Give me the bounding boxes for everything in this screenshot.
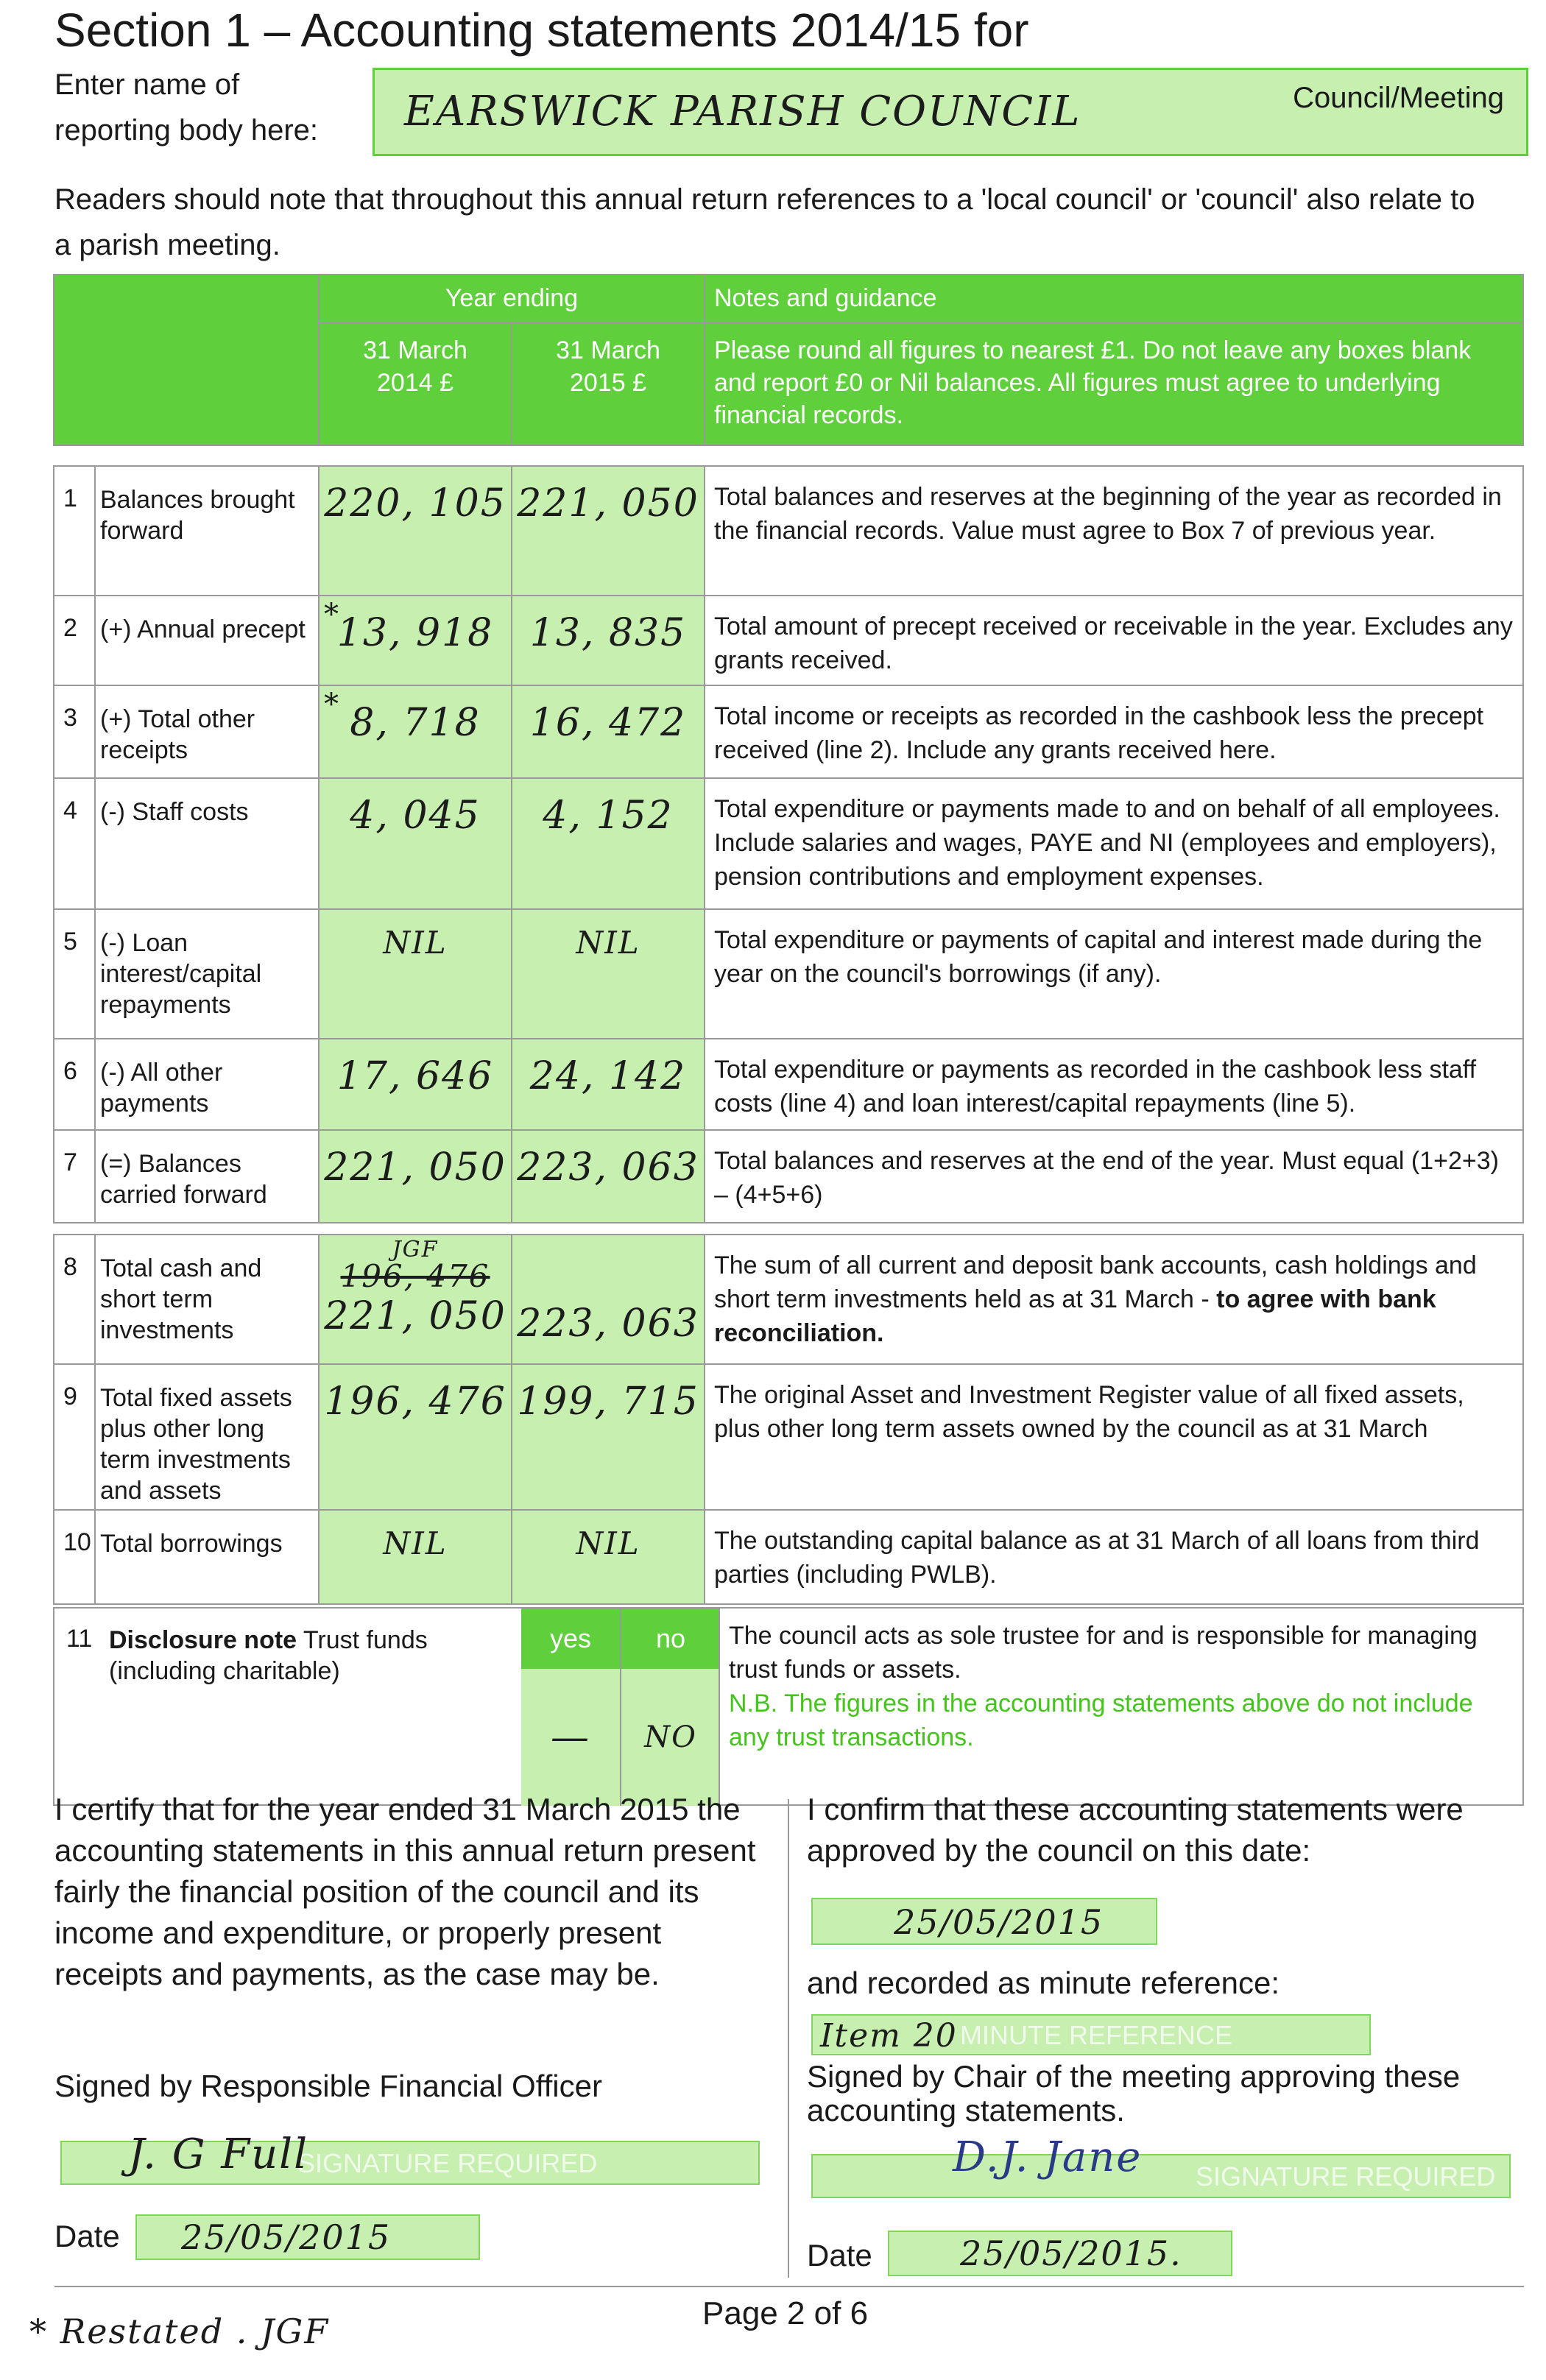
value-2014[interactable]: 220, 105 [319,466,512,596]
disclosure-note-green: N.B. The figures in the accounting statements above do not include any trust transactions. [729,1689,1473,1751]
row-label: Balances brought forward [95,466,319,596]
row-number: 6 [54,1039,95,1130]
year-ending-header: Year ending [319,275,705,323]
council-meeting-suffix: Council/Meeting [1293,82,1504,114]
chair-signature-field[interactable] [811,2133,1511,2198]
disclosure-label [109,1625,521,1687]
header-corner [54,275,319,445]
row-label: (-) Staff costs [95,778,319,909]
minute-reference-placeholder: MINUTE REFERENCE [960,2020,1233,2050]
reporting-body-name-value: EARSWICK PARISH COUNCIL [404,88,1081,135]
row-note-bold: to agree with bank reconciliation. [714,1285,1436,1347]
disclosure-number: 11 [66,1625,93,1653]
row-number: 3 [54,685,95,778]
value-2015[interactable]: 223, 063 [512,1130,705,1223]
row-label: Total cash and short term investments [95,1235,319,1364]
confirmation-text: I confirm that these accounting statements were approved by the council on this date: [807,1792,1464,1868]
value-2015[interactable]: 16, 472 [512,685,705,778]
row-label: Total fixed assets plus other long term investments and assets [95,1364,319,1510]
table-row [54,1039,1523,1130]
row-note: The outstanding capital balance as at 31 March of all loans from third parties (including PWLB). [705,1510,1523,1604]
row-label: (+) Annual precept [95,596,319,685]
row-note: The original Asset and Investment Register value of all fixed assets, plus other long term assets owned by the council as at 31 March [705,1364,1523,1510]
value-2015[interactable]: 221, 050 [512,466,705,596]
rfo-signature-value: J. G Full [128,2130,308,2178]
chair-signature-label: Signed by Chair of the meeting approving these accounting statements. [807,2059,1461,2127]
value-2015[interactable]: 223, 063 [512,1235,705,1364]
row-note: Total expenditure or payments made to and on behalf of all employees. Include salaries and wages, PAYE and NI (employees and employers), pension contributions and employment expenses. [705,778,1523,909]
no-header: no [620,1609,720,1669]
column-divider [788,1799,789,2278]
table-row [54,1510,1523,1604]
row-label: Total borrowings [95,1510,319,1604]
chair-date-value: 25/05/2015. [960,2234,1182,2273]
row-note: Total balances and reserves at the end of the year. Must equal (1+2+3) – (4+5+6) [705,1130,1523,1223]
no-answer-field[interactable]: NO [620,1669,720,1806]
table-row [54,466,1523,596]
row-number: 2 [54,596,95,685]
value-2014[interactable]: NIL [319,909,512,1039]
table-row [54,596,1523,685]
approval-date-field[interactable] [811,1898,1157,1945]
row-note: Total balances and reserves at the beginning of the year as recorded in the financial records. Value must agree to Box 7 of previous year. [705,466,1523,596]
table-row [54,1364,1523,1510]
row-label: (-) Loan interest/capital repayments [95,909,319,1039]
restated-asterisk: * [324,688,340,721]
value-2014-text: 8, 718 [350,701,481,745]
row-number: 9 [54,1364,95,1510]
chair-signature-placeholder: SIGNATURE REQUIRED [1196,2161,1496,2192]
chair-signature-value: D.J. Jane [953,2133,1143,2181]
rfo-date-field[interactable] [135,2214,480,2260]
table-row [54,685,1523,778]
reporting-body-name-field[interactable] [373,68,1528,156]
row-note: Total expenditure or payments as recorded in the cashbook less staff costs (line 4) and loan interest/capital repayments (line 5). [705,1039,1523,1130]
row-label: (+) Total other receipts [95,685,319,778]
correction-initials: JGF [392,1237,439,1263]
chair-date-label: Date [807,2238,872,2273]
row-note-text: The sum of all current and deposit bank accounts, cash holdings and short term investments held as at 31 March - [714,1251,1477,1313]
name-label-line-1: Enter name of [54,68,240,101]
row-label: (=) Balances carried forward [95,1130,319,1223]
approval-date-value: 25/05/2015 [894,1902,1104,1942]
minute-reference-field[interactable] [811,2014,1371,2055]
value-2014[interactable] [319,1235,512,1364]
corrected-value: 221, 050 [324,1294,506,1338]
value-2014[interactable]: 17, 646 [319,1039,512,1130]
disclosure-label-rest: Trust funds (including charitable) [109,1626,428,1685]
readers-note: Readers should note that throughout this annual return references to a 'local council' or 'council' also relate to a parish meeting. [54,183,1475,261]
disclosure-note-box [53,1607,1524,1806]
restated-annotation: * Restated . JGF [29,2312,330,2351]
section-title: Section 1 – Accounting statements 2014/15 for [54,4,1029,57]
col-header-2014: 31 March 2014 £ [319,323,512,445]
struck-value: 196, 476 [340,1258,490,1294]
accounting-statements-table [53,274,1524,1605]
rfo-signature-placeholder: SIGNATURE REQUIRED [297,2148,598,2178]
row-number: 4 [54,778,95,909]
value-2015[interactable]: 199, 715 [512,1364,705,1510]
table-row [54,1130,1523,1223]
rfo-signature-field[interactable] [60,2130,760,2185]
col-header-2015: 31 March 2015 £ [512,323,705,445]
value-2015[interactable]: 4, 152 [512,778,705,909]
notes-header: Notes and guidance [705,275,1523,323]
value-2014[interactable] [319,596,512,685]
guidance-text: Please round all figures to nearest £1. Do not leave any boxes blank and report £0 or Nil balances. All figures must agree to underlying financial records. [705,323,1523,445]
table-row [54,1235,1523,1364]
name-label-line-2: reporting body here: [54,114,319,146]
page-number: Page 2 of 6 [702,2295,869,2331]
minute-reference-label: and recorded as minute reference: [807,1966,1280,2000]
value-2014[interactable]: 4, 045 [319,778,512,909]
row-number: 8 [54,1235,95,1364]
value-2014-text: 13, 918 [336,611,494,655]
row-note: Total income or receipts as recorded in the cashbook less the precept received (line 2). Include any grants received here. [705,685,1523,778]
yes-header: yes [521,1609,620,1669]
value-2015[interactable]: 13, 835 [512,596,705,685]
table-row [54,909,1523,1039]
value-2015[interactable]: 24, 142 [512,1039,705,1130]
value-2014[interactable] [319,685,512,778]
chair-date-field[interactable] [888,2231,1232,2276]
value-2014[interactable]: NIL [319,1510,512,1604]
row-number: 7 [54,1130,95,1223]
row-number: 5 [54,909,95,1039]
table-row [54,778,1523,909]
row-label: (-) All other payments [95,1039,319,1130]
value-2015[interactable]: NIL [512,909,705,1039]
minute-reference-value: Item 20 [820,2017,958,2055]
rfo-date-value: 25/05/2015 [181,2217,392,2257]
rfo-signature-label: Signed by Responsible Financial Officer [54,2069,602,2103]
restated-asterisk: * [324,598,340,632]
value-2014[interactable]: 221, 050 [319,1130,512,1223]
certification-text: I certify that for the year ended 31 March 2015 the accounting statements in this annual return present fairly the financial position of the council and its income and expenditure, or properly present receipts and payments, as the case may be. [54,1792,756,1991]
rfo-date-label: Date [54,2219,120,2253]
yes-answer-field[interactable]: — [521,1669,620,1806]
disclosure-label-bold: Disclosure note [109,1626,297,1654]
row-note: Total expenditure or payments of capital and interest made during the year on the council's borrowings (if any). [705,909,1523,1039]
row-number: 10 [54,1510,95,1604]
footer-rule [54,2286,1524,2287]
disclosure-note-text: The council acts as sole trustee for and is responsible for managing trust funds or assets. [729,1622,1478,1684]
row-note: Total amount of precept received or receivable in the year. Excludes any grants received. [705,596,1523,685]
value-2014[interactable]: 196, 476 [319,1364,512,1510]
row-note [705,1235,1523,1364]
row-number: 1 [54,466,95,596]
value-2015[interactable]: NIL [512,1510,705,1604]
disclosure-guidance [719,1609,1524,1806]
